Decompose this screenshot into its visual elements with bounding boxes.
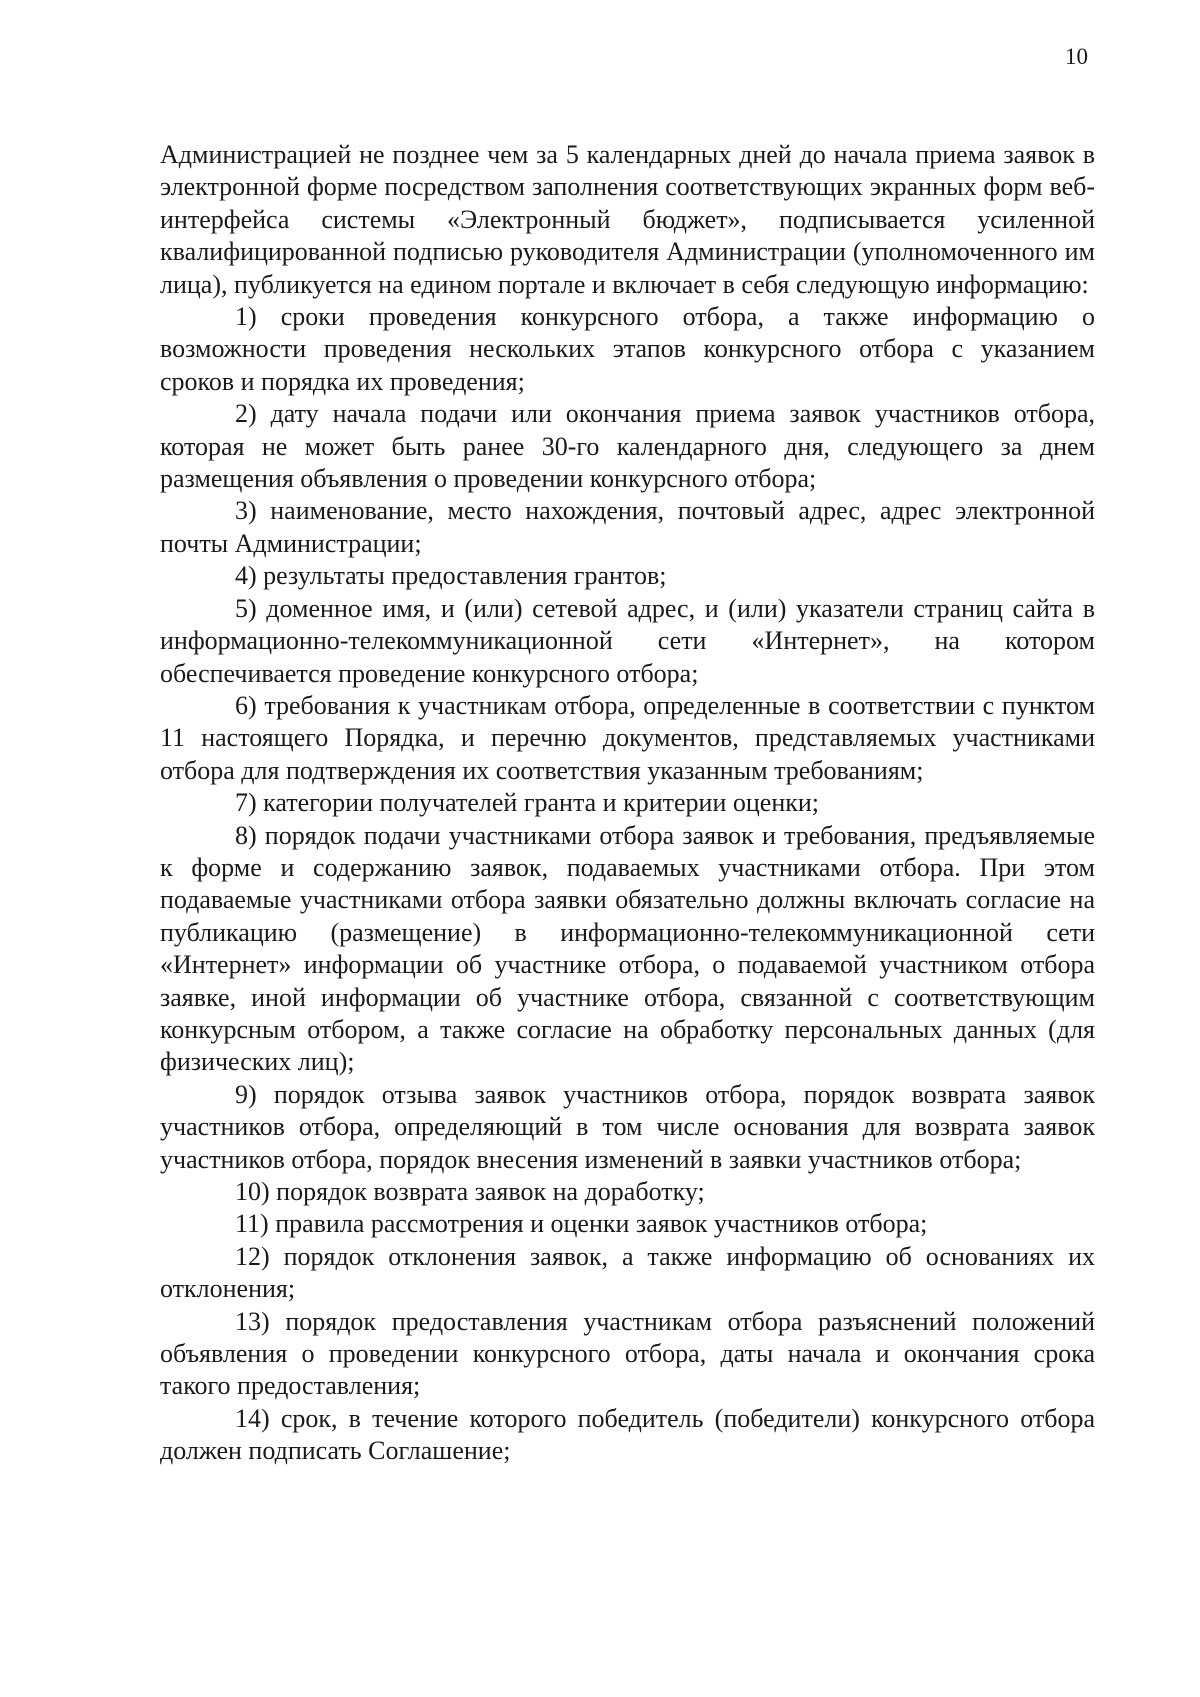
document-body <box>160 139 1095 1468</box>
paragraph: 3) наименование, место нахождения, почтовый адрес, адрес электронной почты Администрации; <box>160 496 1095 558</box>
paragraph: 1) сроки проведения конкурсного отбора, а также информацию о возможности проведения нескольких этапов конкурсного отбора с указанием сроков и порядка их проведения; <box>160 302 1095 396</box>
paragraph: 10) порядок возврата заявок на доработку; <box>235 1177 705 1206</box>
paragraph: 8) порядок подачи участниками отбора заявок и требования, предъявляемые к форме и содержанию заявок, подаваемых участниками отбора. При этом подаваемые участниками отбора заявки обязательно должны включать согласие на публикацию (размещение) в информационно-телекоммуникационной сети «Интернет» информации об участнике отбора, о подаваемой участником отбора заявке, иной информации об участнике отбора, связанной с соответствующим конкурсным отбором, а также согласие на обработку персональных данных (для физических лиц); <box>160 820 1095 1077</box>
paragraph: 4) результаты предоставления грантов; <box>235 561 667 591</box>
paragraph: 11) правила рассмотрения и оценки заявок участников отбора; <box>235 1209 928 1239</box>
paragraph: 14) срок, в течение которого победитель (победители) конкурсного отбора должен подписать Соглашение; <box>160 1403 1095 1466</box>
paragraph: 5) доменное имя, и (или) сетевой адрес, и (или) указатели страниц сайта в информационно-телекоммуникационной сети «Интернет», на котором обеспечивается проведение конкурсного отбора; <box>160 593 1095 688</box>
paragraph: 12) порядок отклонения заявок, а также информацию об основаниях их отклонения; <box>160 1241 1095 1304</box>
paragraph: Администрацией не позднее чем за 5 календарных дней до начала приема заявок в электронной форме посредством заполнения соответствующих экранных форм веб-интерфейса системы «Электронный бюджет», подписывается усиленной квалифицированной подписью руководителя Администрации (уполномоченного им лица), публикуется на едином портале и включает в себя следующую информацию: <box>160 140 1095 299</box>
paragraph: 7) категории получателей гранта и критерии оценки; <box>235 788 819 818</box>
paragraph: 9) порядок отзыва заявок участников отбора, порядок возврата заявок участников отбора, определяющий в том числе основания для возврата заявок участников отбора, порядок внесения изменений в заявки участников отбора; <box>160 1079 1095 1174</box>
paragraph: 13) порядок предоставления участникам отбора разъяснений положений объявления о проведении конкурсного отбора, даты начала и окончания срока такого предоставления; <box>160 1306 1095 1401</box>
page-number: 10 <box>1065 44 1088 69</box>
paragraph: 6) требования к участникам отбора, определенные в соответствии с пунктом 11 настоящего Порядка, и перечню документов, представляемых участниками отбора для подтверждения их соответствия указанным требованиям; <box>160 690 1095 785</box>
paragraph: 2) дату начала подачи или окончания приема заявок участников отбора, которая не может быть ранее 30-го календарного дня, следующего за днем размещения объявления о проведении конкурсного отбора; <box>160 399 1095 494</box>
